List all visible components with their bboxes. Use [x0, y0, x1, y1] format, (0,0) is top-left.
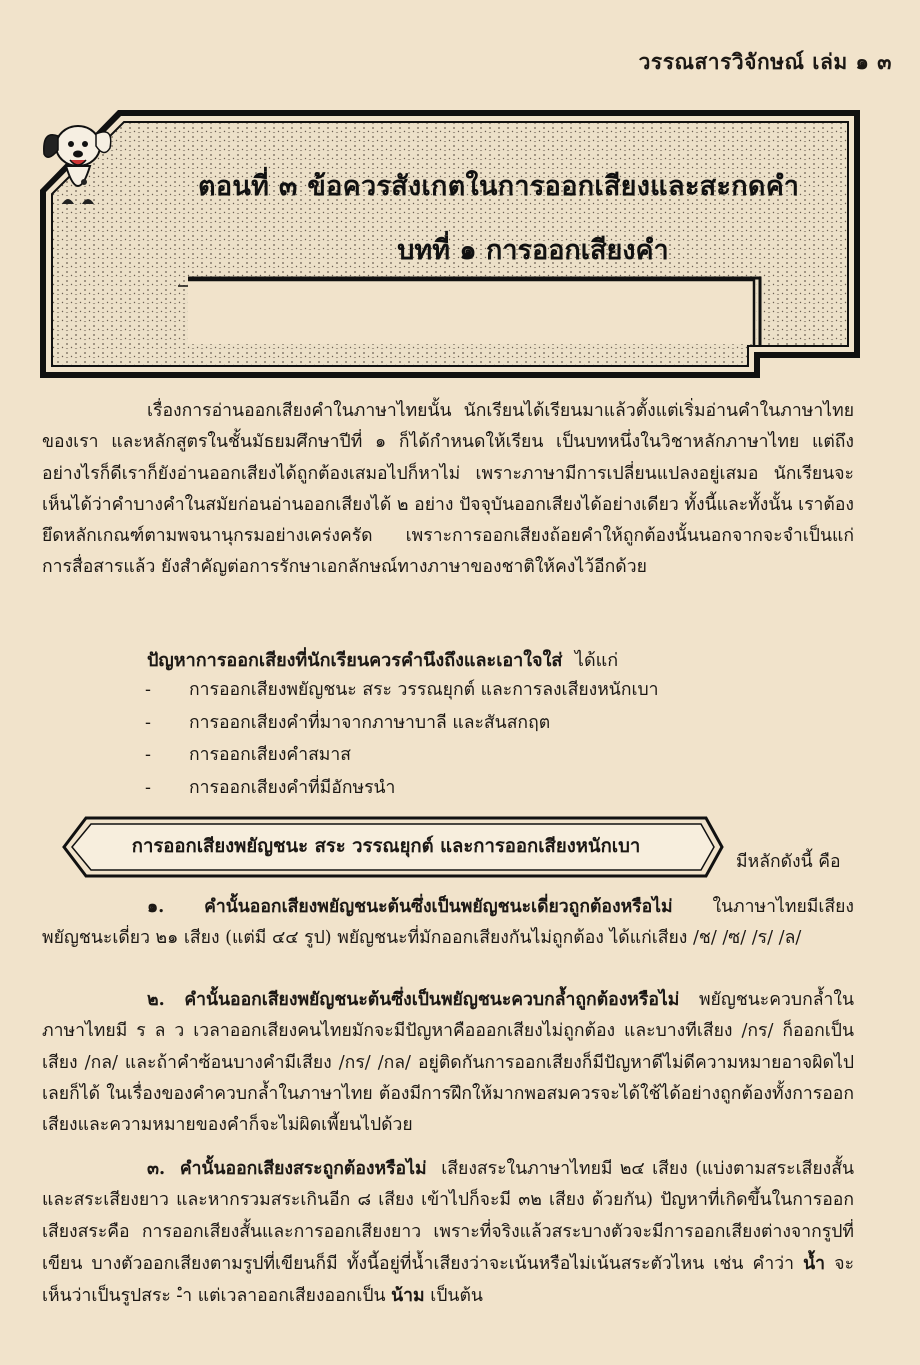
problems-heading — [147, 645, 618, 674]
rule-lead: คำนั้นออกเสียงพยัญชนะต้นซึ่งเป็นพยัญชนะเดี่ยวถูกต้องหรือไม่ — [204, 896, 673, 917]
rule-text-cont: จะเห็นว่าเป็นรูปสระ -ำ แต่เวลาออกเสียงออกเป็น — [42, 1253, 855, 1307]
rule-text: เสียงสระในภาษาไทยมี ๒๔ เสียง (แบ่งตามสระเสียงสั้น และสระเสียงยาว และหากรวมสระเกินอีก ๘ เสียง เข้าไปก็จะมี ๓๒ เสียง ด้วยกัน) ปัญหาที่เกิดขึ้นในการออกเสียงสระคือ การออกเสียงสั้นและการออกเสียงยาว เพราะที่จริงแล้วสระบางตัวจะมีการออกเสียงต่างจากรูปที่เขียน บางตัวออกเสียงตามรูปที่เขียนก็มี ทั้งนี้อยู่ที่น้ำเสียงว่าจะเน้นหรือไม่เน้นสระตัวไหน เช่น คำว่า — [42, 1159, 854, 1274]
rule-item-3 — [42, 1153, 854, 1312]
chapter-title: ตอนที่ ๓ ข้อควรสังเกตในการออกเสียงและสะกดคำ — [198, 171, 800, 202]
chapter-banner — [38, 108, 862, 380]
example-word: น้ำ — [803, 1252, 826, 1274]
dash-bullet: - — [145, 745, 151, 765]
cartoon-dog-icon — [38, 108, 116, 212]
section-tail: มีหลักดังนี้ คือ — [736, 852, 841, 872]
lesson-title: บทที่ ๑ การออกเสียงคำ — [397, 235, 669, 266]
problems-heading-text: ปัญหาการออกเสียงที่นักเรียนควรคำนึงถึงและเอาใจใส่ — [147, 650, 563, 671]
rule-number: ๒. — [147, 989, 165, 1010]
rule-number: ๓. — [147, 1158, 166, 1179]
example-word: น้าม — [391, 1285, 425, 1307]
rule-text: พยัญชนะควบกล้ำในภาษาไทยมี ร ล ว เวลาออกเสียงคนไทยมักจะมีปัญหาคือออกเสียงไม่ถูกต้อง และบางทีเสียง /กร/ ก็ออกเป็นเสียง /กล/ และถ้าคำซ้อนบางคำมีเสียง /กร/ /กล/ อยู่ติดกันการออกเสียงก็มีปัญหาดีไม่ดีความหมายอาจผิดไปเลยก็ได้ ในเรื่องของคำควบกล้ำในภาษาไทย ต้องมีการฝึกให้มากพอสมควรจะได้ใช้ได้อย่างถูกต้องทั้งการออกเสียงและความหมายของคำก็จะไม่ผิดเพี้ยนไปด้วย — [42, 990, 854, 1136]
rule-text-end: เป็นต้น — [430, 1286, 483, 1307]
intro-text: เรื่องการอ่านออกเสียงคำในภาษาไทยนั้น นักเรียนได้เรียนมาแล้วตั้งแต่เริ่มอ่านคำในภาษาไทยของเรา และหลักสูตรในชั้นมัธยมศึกษาปีที่ ๑ ก็ได้กำหนดให้เรียน เป็นบทหนึ่งในวิชาหลักภาษาไทย แต่ถึงอย่างไรก็ดีเราก็ยังอ่านออกเสียงได้ถูกต้องเสมอไปก็หาไม่ เพราะภาษามีการเปลี่ยนแปลงอยู่เสมอ นักเรียนจะเห็นได้ว่าคำบางคำในสมัยก่อนอ่านออกเสียงได้ ๒ อย่าง ปัจจุบันออกเสียงได้อย่างเดียว ทั้งนี้และทั้งนั้น เราต้องยึดหลักเกณฑ์ตามพจนานุกรมอย่างเคร่งครัด เพราะการออกเสียงถ้อยคำให้ถูกต้องนั้นนอกจากจะจำเป็นแก่การสื่อสารแล้ว ยังสำคัญต่อการรักษาเอกลักษณ์ทางภาษาของชาติให้คงไว้อีกด้วย — [42, 401, 854, 578]
list-item-text: การออกเสียงพยัญชนะ สระ วรรณยุกต์ และการลงเสียงหนักเบา — [189, 680, 659, 700]
dash-bullet: - — [145, 680, 151, 700]
list-item-text: การออกเสียงคำที่มาจากภาษาบาลี และสันสกฤต — [189, 712, 551, 733]
rule-item-1 — [42, 891, 854, 955]
rule-lead: คำนั้นออกเสียงพยัญชนะต้นซึ่งเป็นพยัญชนะควบกล้ำถูกต้องหรือไม่ — [184, 989, 680, 1010]
rule-text: ในภาษาไทยมีเสียงพยัญชนะเดี่ยว ๒๑ เสียง (แต่มี ๔๔ รูป) พยัญชนะที่มักออกเสียงกันไม่ถูกต้อง ได้แก่เสียง /ช/ /ซ/ /ร/ /ล/ — [42, 897, 855, 949]
rule-lead: คำนั้นออกเสียงสระถูกต้องหรือไม่ — [179, 1158, 427, 1179]
dash-bullet: - — [145, 712, 151, 733]
dash-bullet: - — [145, 777, 151, 798]
section-label — [46, 814, 726, 880]
intro-paragraph — [42, 396, 854, 584]
list-item-text: การออกเสียงคำสมาส — [189, 745, 352, 765]
list-item-text: การออกเสียงคำที่มีอักษรนำ — [189, 777, 396, 798]
rule-number: ๑. — [147, 896, 165, 917]
running-head: วรรณสารวิจักษณ์ เล่ม ๑ ๓ — [638, 50, 892, 74]
problems-heading-tail: ได้แก่ — [574, 650, 619, 671]
section-label-text: การออกเสียงพยัญชนะ สระ วรรณยุกต์ และการออกเสียงหนักเบา — [131, 836, 641, 857]
rule-item-2 — [42, 984, 854, 1141]
